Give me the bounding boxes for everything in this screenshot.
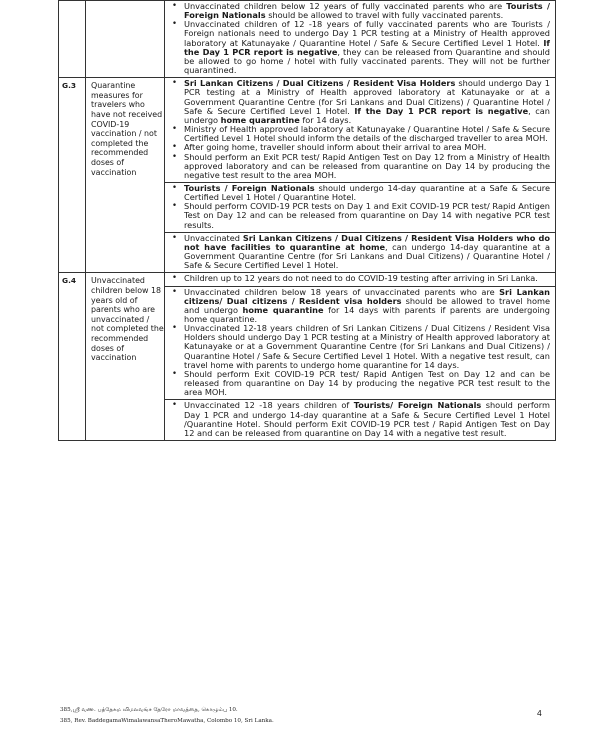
bold-text: Sri Lankan Citizens / Dual Citizens / Resident Visa Holders	[184, 78, 456, 89]
text: , can undergo 14-day quarantine at a Government Quarantine Centre (for Sri Lankans and Dual Citizens) / Quarantine Hotel / Safe & Secure Certified Level 1 Hotel.	[184, 241, 550, 271]
bold-text: If the Day 1 PCR report is negative	[184, 37, 550, 57]
measures-block	[165, 400, 555, 440]
section-description-cell: Unvaccinated children below 18 years old of parents who are unvaccinated / not completed the recommended doses of vaccination	[86, 273, 165, 441]
quarantine-guidelines-table	[58, 0, 556, 441]
bullet-item	[167, 370, 550, 397]
bullet-item	[167, 288, 550, 325]
text: should undergo 14-day quarantine at a Safe & Secure Certified Level 1 Hotel / Quarantine Hotel.	[184, 182, 550, 203]
bullet-item	[167, 184, 550, 202]
section-id-cell	[59, 1, 86, 78]
measures-block	[165, 287, 555, 401]
measures-block	[165, 78, 555, 183]
text: Should perform Exit COVID-19 PCR test/ Rapid Antigen Test on Day 12 and can be released from quarantine on Day 14 by producing the negative PCR test result to the area MOH.	[184, 368, 550, 398]
text: for 14 days with parents if parents are undergoing home quarantine.	[184, 304, 550, 324]
text: Unvaccinated children of 12 -18 years of fully vaccinated parents who are Tourists / Foreign nationals need to undergo Day 1 PCR testing at a Ministry of Health approved laboratory at Katunayake / Quarantine Hotel / Safe & Secure Certified Level 1 Hotel.	[184, 19, 550, 48]
bold-text: home quarantine	[242, 304, 324, 315]
table-row	[59, 78, 556, 273]
bullet-item	[167, 79, 550, 125]
bold-text: home quarantine	[220, 114, 300, 125]
page-number: 4	[537, 708, 542, 718]
bullet-list	[167, 401, 550, 438]
section-description-cell: Quarantine measures for travelers who have not received COVID-19 vaccination / not completed the recommended doses of vaccination	[86, 78, 165, 273]
bullet-item	[167, 153, 550, 180]
bullet-list	[167, 274, 550, 283]
text: Unvaccinated 12-18 years children of Sri Lankan Citizens / Dual Citizens / Resident Visa Holders should undergo Day 1 PCR testing at a Ministry of Health approved laboratory at Katunayake or at a Government Quarantine Centre (for Sri Lankans and Dual Citizens) / Quarantine Hotel / Safe & Secure Certified Level 1 Hotel. With a negative test result, can travel home with parents to undergo home quarantine for 14 days.	[184, 323, 550, 370]
table-row	[59, 273, 556, 441]
footer-address-line2: 385, Rev. BaddegamaWimalawansaTheroMawatha, Colombo 10, Sri Lanka.	[60, 718, 274, 724]
measures-block	[165, 1, 555, 77]
bullet-list	[167, 184, 550, 230]
footer-address-line1: 385,ஸ்ரீ வண. பத்தேகம விமலவங்ச தேரோ மாவத்தை, கொழும்பு 10.	[60, 707, 238, 713]
bullet-item	[167, 2, 550, 20]
bullet-item	[167, 274, 550, 283]
text: for 14 days.	[299, 114, 352, 125]
text: should be allowed to travel with fully vaccinated parents.	[265, 10, 504, 21]
measures-block	[165, 183, 555, 233]
bold-text: Tourists/ Foreign Nationals	[353, 400, 482, 411]
measures-cell	[165, 273, 556, 441]
table-row	[59, 1, 556, 78]
measures-cell	[165, 1, 556, 78]
section-id-cell: G.3	[59, 78, 86, 273]
text: should perform Day 1 PCR and undergo 14-day quarantine at a Safe & Secure Certified Level 1 Hotel /Quarantine Hotel. Should perform Exit COVID-19 PCR test / Rapid Antigen Test on Day 12 and can be released from quarantine on Day 14 with a negative test result.	[184, 400, 550, 438]
bullet-item	[167, 20, 550, 75]
bullet-item	[167, 234, 550, 271]
text: should undergo Day 1 PCR testing at a Ministry of Health approved laboratory at Katunayake or at a Government Quarantine Centre (for Sri Lankans and Dual Citizens) / Quarantine Hotel / Safe & Secure Certified Level 1 Hotel.	[184, 78, 550, 116]
text: Unvaccinated	[184, 232, 243, 243]
measures-cell	[165, 78, 556, 273]
bold-text: Tourists / Foreign Nationals	[184, 182, 315, 193]
bullet-list	[167, 234, 550, 271]
bullet-item	[167, 401, 550, 438]
bullet-list	[167, 2, 550, 75]
bullet-item	[167, 202, 550, 229]
text: Should perform COVID-19 PCR tests on Day 1 and Exit COVID-19 PCR test/ Rapid Antigen Test on Day 12 and can be released from quarantine on Day 14 with negative PCR test results.	[184, 201, 550, 230]
text: Ministry of Health approved laboratory at Katunayake / Quarantine Hotel / Safe & Secure Certified Level 1 Hotel should inform the details of the discharged traveller to area MOH.	[184, 124, 550, 144]
table-body	[59, 1, 556, 441]
text: Unvaccinated 12 -18 years children of	[184, 400, 354, 411]
bullet-list	[167, 79, 550, 180]
measures-block	[165, 233, 555, 273]
text: Unvaccinated children below 12 years of fully vaccinated parents who are	[184, 1, 507, 11]
bullet-item	[167, 125, 550, 143]
bullet-list	[167, 288, 550, 398]
text: After going home, traveller should inform about their arrival to area MOH.	[184, 142, 487, 153]
measures-block	[165, 273, 555, 286]
text: , they can be released from Quarantine and should be allowed to go home / hotel with fully vaccinated parents. They will not be further quarantined.	[184, 46, 550, 76]
bold-text: Tourists / Foreign Nationals	[184, 1, 550, 21]
bold-text: Sri Lankan citizens/ Dual citizens / Resident visa holders	[184, 286, 551, 306]
text: Children up to 12 years do not need to do COVID-19 testing after arriving in Sri Lanka.	[184, 273, 538, 284]
footer-address	[60, 705, 274, 727]
text: Should perform an Exit PCR test/ Rapid Antigen Test on Day 12 from a Ministry of Health approved laboratory and can be released from quarantine on Day 14 by producing the negative test result to the area MOH.	[184, 151, 550, 180]
text: should be allowed to travel home and undergo	[184, 295, 550, 315]
bold-text: Sri Lankan Citizens / Dual Citizens / Resident Visa Holders who do not have facilities to quarantine at home	[184, 232, 551, 252]
bold-text: If the Day 1 PCR report is negative	[354, 105, 529, 116]
text: Unvaccinated children below 18 years of unvaccinated parents who are	[184, 286, 500, 297]
section-id-cell: G.4	[59, 273, 86, 441]
section-description-cell	[86, 1, 165, 78]
bullet-item	[167, 324, 550, 370]
text: , can undergo	[184, 105, 550, 125]
